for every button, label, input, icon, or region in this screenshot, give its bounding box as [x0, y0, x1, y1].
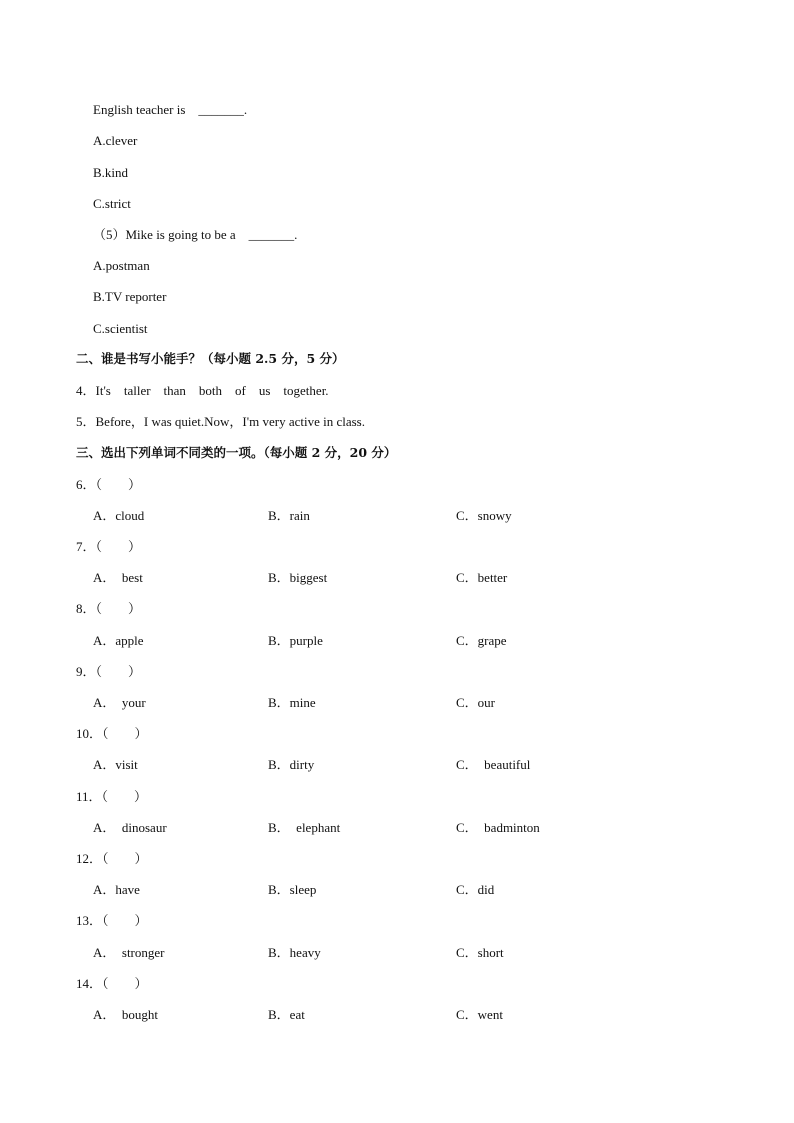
option-b: B.TV reporter — [93, 289, 167, 304]
choice-b: B．dirty — [268, 757, 315, 772]
section-3-heading: 三、选出下列单词不同类的一项。（每小题 2 分，20 分） — [76, 445, 397, 460]
choice-a: A．cloud — [93, 508, 145, 523]
question-label: 12．（ ） — [76, 851, 148, 866]
question-label: 13．（ ） — [76, 913, 148, 928]
choice-c: C．went — [456, 1007, 503, 1022]
option-a: A.clever — [93, 133, 138, 148]
choice-c: C． badminton — [456, 820, 540, 835]
question-label: 10．（ ） — [76, 726, 148, 741]
writing-item-5: 5．Before，I was quiet.Now，I'm very active in class. — [76, 414, 365, 429]
choice-b: B． elephant — [268, 820, 341, 835]
choice-a: A． dinosaur — [93, 820, 167, 835]
question-label: 6．（ ） — [76, 477, 142, 492]
choice-a: A． stronger — [93, 945, 165, 960]
choice-b: B．rain — [268, 508, 310, 523]
option-b: B.kind — [93, 165, 129, 180]
question-label: 14．（ ） — [76, 976, 148, 991]
choice-a: A． your — [93, 695, 146, 710]
choice-b: B．biggest — [268, 570, 328, 585]
choice-c: C．snowy — [456, 508, 512, 523]
section-2-heading: 二、谁是书写小能手？（每小题 2.5 分，5 分） — [76, 351, 345, 366]
choice-c: C．better — [456, 570, 508, 585]
question-label: 7．（ ） — [76, 539, 142, 554]
question-label: 9．（ ） — [76, 664, 142, 679]
option-c: C.scientist — [93, 321, 148, 336]
choice-c: C．grape — [456, 633, 507, 648]
choice-a: A． best — [93, 570, 143, 585]
question-label: 11．（ ） — [76, 789, 148, 804]
choice-b: B．sleep — [268, 882, 317, 897]
option-c: C.strict — [93, 196, 131, 211]
question-label: 8．（ ） — [76, 601, 142, 616]
choice-b: B．heavy — [268, 945, 321, 960]
writing-item-4: 4．It's taller than both of us together. — [76, 383, 329, 398]
choice-b: B．purple — [268, 633, 323, 648]
choice-a: A．visit — [93, 757, 138, 772]
question-4-5-stem: （5）Mike is going to be a _______. — [93, 227, 298, 242]
option-a: A.postman — [93, 258, 150, 273]
choice-a: A． bought — [93, 1007, 159, 1022]
choice-c: C． beautiful — [456, 757, 531, 772]
choice-b: B．mine — [268, 695, 316, 710]
choice-a: A．have — [93, 882, 140, 897]
choice-b: B．eat — [268, 1007, 305, 1022]
choice-c: C．short — [456, 945, 504, 960]
choice-a: A．apple — [93, 633, 144, 648]
choice-c: C．our — [456, 695, 496, 710]
choice-c: C．did — [456, 882, 495, 897]
question-4-4-stem: English teacher is _______. — [93, 102, 248, 117]
